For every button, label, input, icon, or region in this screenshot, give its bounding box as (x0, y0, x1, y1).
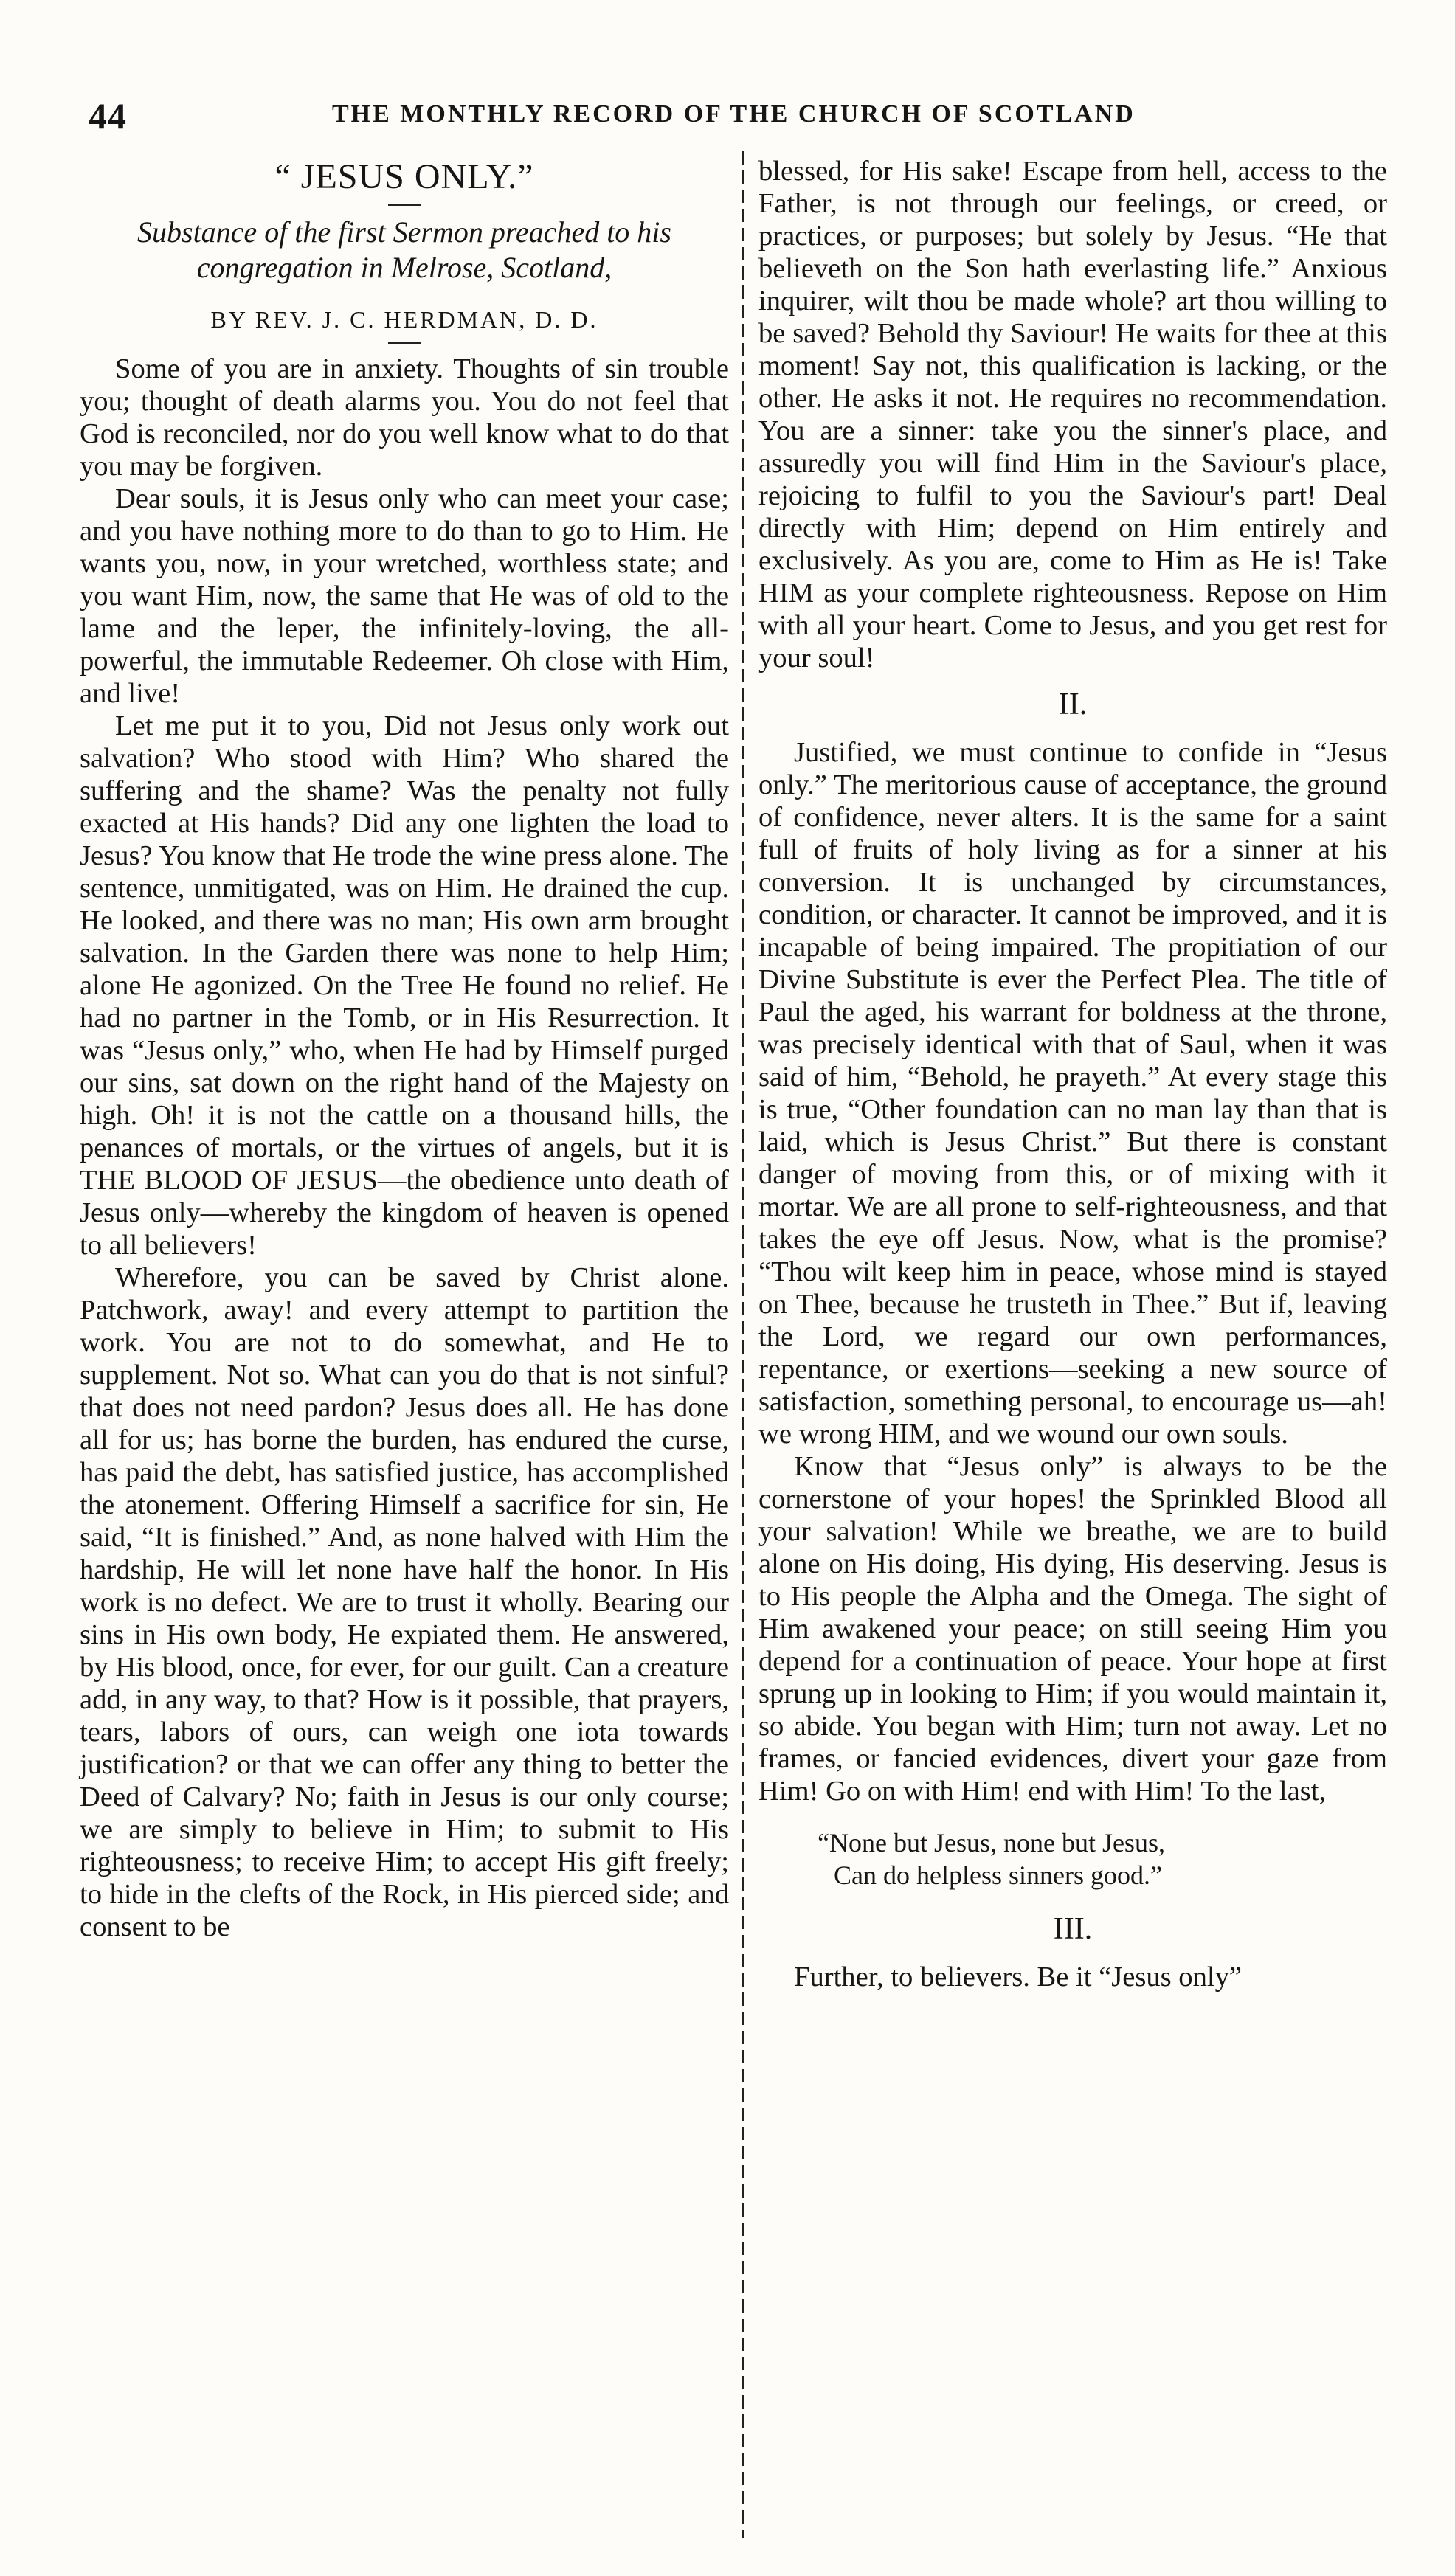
paragraph-anxiety: Some of you are in anxiety. Thoughts of sin trouble you; thought of death alarms you. You do not feel that God is reconciled, nor do you well know what to do that you may be forgiven. (80, 353, 729, 482)
paragraph-justified: Justified, we must continue to confide in “Jesus only.” The meritorious cause of acceptance, the ground of confidence, never alters. It is the same for a saint full of fruits of holy living as for a sinner at his conversion. It is unchanged by circumstances, condition, or character. It cannot be improved, and it is incapable of being impaired. The propitiation of our Divine Substitute is ever the Perfect Plea. The title of Paul the aged, his warrant for boldness at the throne, was precisely identical with that of Saul, when it was said of him, “Behold, he prayeth.” At every stage this is true, “Other foundation can no man lay than that is laid, which is Jesus Christ.” But there is constant danger of moving from this, or of mixing with it mortar. We are all prone to self-righteousness, and that takes the eye off Jesus. Now, what is the promise? “Thou wilt keep him in peace, whose mind is stayed on Thee, because he trusteth in Thee.” But if, leaving the Lord, we regard our own performances, repentance, or exertions—seeking a new source of satisfaction, something personal, to encourage us—ah! we wrong HIM, and we wound our own souls. (758, 737, 1387, 1450)
left-column (80, 155, 729, 1943)
right-column (758, 155, 1387, 1993)
article-title: “ JESUS ONLY.” (274, 157, 534, 196)
paragraph-dear-souls: Dear souls, it is Jesus only who can meet your case; and you have nothing more to do than to go to Him. He wants you, now, in your wretched, worthless state; and you want Him, now, the same that He was of old to the lame and the leper, the infinitely-loving, the all-powerful, the immutable Redeemer. Oh close with Him, and live! (80, 483, 729, 709)
section-heading-three: III. (1053, 1912, 1093, 1946)
article-subtitle: Substance of the first Sermon preached to his congregation in Melrose, Scotland, (137, 215, 671, 284)
paragraph-christ-alone: Wherefore, you can be saved by Christ alone. Patchwork, away! and every attempt to partition the work. You are not to do somewhat, and He to supplement. Not so. What can you do that is not sinful? that does not need pardon? Jesus does all. He has done all for us; has borne the burden, has endured the curse, has paid the debt, has satisfied justice, has accomplished the atonement. Offering Himself a sacrifice for sin, He said, “It is finished.” And, as none halved with Him the hardship, He will let none have half the honor. In His work is no defect. We are to trust it wholly. Bearing our sins in His own body, He expiated them. He answered, by His blood, once, for ever, for our guilt. Can a creature add, in any way, to that? How is it possible, that prayers, tears, labors of ours, can weigh one iota towards justification? or that we can offer any thing to better the Deed of Calvary? No; faith in Jesus is our only course; we are simply to believe in Him; to submit to His righteousness; to receive Him; to accept His gift freely; to hide in the clefts of the Rock, in His pierced side; and consent to be (80, 1262, 729, 1942)
verse-line-1: “None but Jesus, none but Jesus, (818, 1828, 1165, 1857)
article-byline: BY REV. J. C. HERDMAN, D. D. (210, 306, 598, 333)
verse-quote (818, 1827, 1387, 1891)
section-heading-two: II. (1058, 688, 1088, 721)
paragraph-cornerstone: Know that “Jesus only” is always to be the cornerstone of your hopes! the Sprinkled Blood all your salvation! While we breathe, we are to build alone on His doing, His dying, His deserving. Jesus is to His people the Alpha and the Omega. The sight of Him awakened your peace; on still seeing Him you depend for a continuation of peace. Your hope at first sprung up in looking to Him; if you would maintain it, so abide. You began with Him; turn not away. Let no frames, or fancied evidences, divert your gaze from Him! Go on with Him! end with Him! To the last, (758, 1451, 1387, 1807)
column-divider (742, 151, 744, 2538)
running-title: THE MONTHLY RECORD OF THE CHURCH OF SCOTLAND (332, 100, 1136, 128)
paragraph-salvation: Let me put it to you, Did not Jesus only work out salvation? Who stood with Him? Who shared the suffering and the shame? Was the penalty not fully exacted at His hands? Did any one lighten the load to Jesus? You know that He trode the wine press alone. The sentence, unmitigated, was on Him. He drained the cup. He looked, and there was no man; His own arm brought salvation. In the Garden there was none to help Him; alone He agonized. On the Tree He found no relief. He had no partner in the Tomb, or in His Resurrection. It was “Jesus only,” who, when He had by Himself purged our sins, sat down on the right hand of the Majesty on high. Oh! it is not the cattle on a thousand hills, the penances of mortals, or the virtues of angels, but it is THE BLOOD OF JESUS—the obedience unto death of Jesus only—whereby the kingdom of heaven is opened to all believers! (80, 710, 729, 1261)
paragraph-further: Further, to believers. Be it “Jesus only” (794, 1962, 1243, 1992)
title-dash (388, 204, 421, 206)
page-number: 44 (89, 95, 127, 136)
page-header (89, 94, 1387, 146)
verse-line-2: Can do helpless sinners good.” (834, 1860, 1162, 1890)
paragraph-continued: blessed, for His sake! Escape from hell, access to the Father, is not through our feelings, or creed, or practices, or purposes; but solely by Jesus. “He that believeth on the Son hath everlasting life.” Anxious inquirer, wilt thou be made whole? art thou willing to be saved? Behold thy Saviour! He waits for thee at this moment! Say not, this qualification is lacking, or the other. He asks it not. He requires no recommendation. You are a sinner: take you the sinner's place, and assuredly you will find Him in the Saviour's place, rejoicing to fulfil to you the Saviour's part! Deal directly with Him; depend on Him entirely and exclusively. As you are, come to Him as He is! Take HIM as your complete righteousness. Repose on Him with all your heart. Come to Jesus, and you get rest for your soul! (758, 156, 1387, 674)
byline-dash (388, 342, 421, 344)
